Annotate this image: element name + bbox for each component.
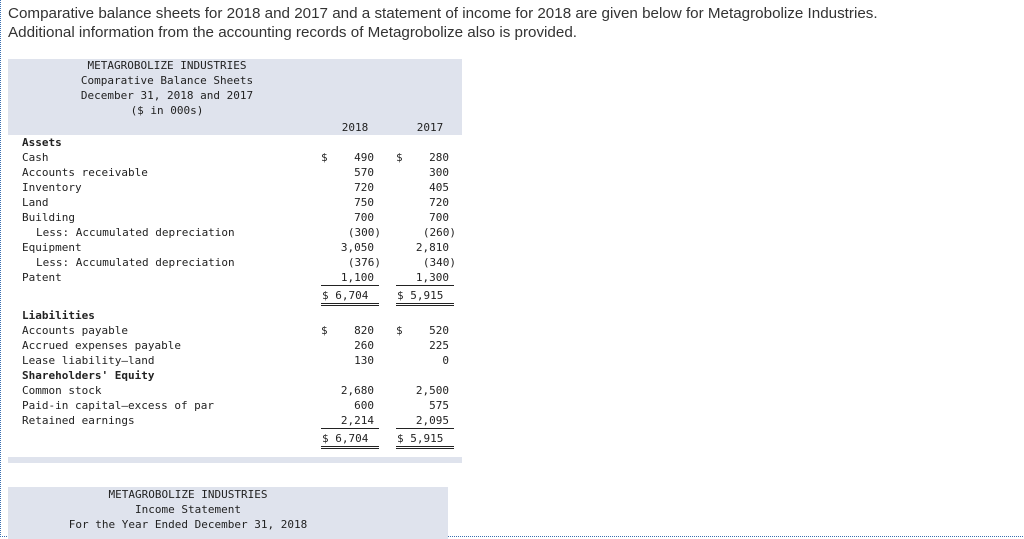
table-row: Paid-in capital–excess of par 600 575 (22, 399, 449, 412)
table-row: Patent 1,100 1,300 (22, 271, 449, 284)
intro-line-1: Comparative balance sheets for 2018 and 2017 and a statement of income for 2018 are given below for Metagrobolize Industries. (8, 5, 878, 22)
is-company: METAGROBOLIZE INDUSTRIES (108, 488, 268, 501)
income-statement-header (8, 487, 448, 539)
assets-heading: Assets (22, 136, 62, 149)
table-row: Equipment 3,050 2,810 (22, 241, 449, 254)
table-row: Inventory 720 405 (22, 181, 449, 194)
table-row: Cash $ 490 $ 280 (22, 151, 449, 164)
bs-date: December 31, 2018 and 2017 (80, 89, 254, 102)
table-row: Retained earnings 2,214 2,095 (22, 414, 449, 427)
table-row: Accrued expenses payable 260 225 (22, 339, 449, 352)
dollar-sign: $ (321, 324, 328, 337)
dollar-sign: $ (396, 151, 403, 164)
equity-heading: Shareholders' Equity (22, 369, 155, 382)
total-assets-row: $ 6,704 $ 5,915 (322, 289, 444, 302)
table-row: Accounts payable $ 820 $ 520 (22, 324, 449, 337)
total-liab-equity-row: $ 6,704 $ 5,915 (322, 432, 444, 445)
table-row: Less: Accumulated depreciation (300) (260) (36, 226, 456, 239)
subtotal-rule (321, 285, 379, 286)
equity-heading-row (8, 368, 462, 383)
is-period: For the Year Ended December 31, 2018 (68, 518, 308, 531)
table-row: Building 700 700 (22, 211, 449, 224)
liabilities-heading-row (8, 308, 462, 323)
col-header-2017: 2017 (416, 121, 444, 134)
table-row: Land 750 720 (22, 196, 449, 209)
assets-heading-row (8, 135, 462, 150)
table-row: Common stock 2,680 2,500 (22, 384, 449, 397)
total-double-rule (321, 446, 379, 449)
balance-sheet-table (8, 59, 462, 463)
subtotal-rule (321, 428, 379, 429)
total-double-rule (396, 303, 454, 306)
liabilities-heading: Liabilities (22, 309, 95, 322)
is-title: Income Statement (135, 503, 241, 516)
dollar-sign: $ (321, 151, 328, 164)
col-header-2018: 2018 (341, 121, 369, 134)
table-row: Accounts receivable 570 300 (22, 166, 449, 179)
bs-title: Comparative Balance Sheets (80, 74, 254, 87)
total-double-rule (321, 303, 379, 306)
total-double-rule (396, 446, 454, 449)
bs-company: METAGROBOLIZE INDUSTRIES (87, 59, 247, 72)
table-row: Lease liability–land 130 0 (22, 354, 449, 367)
dollar-sign: $ (396, 324, 403, 337)
subtotal-rule (396, 428, 454, 429)
table-row: Less: Accumulated depreciation (376) (340) (36, 256, 456, 269)
intro-text (8, 4, 1008, 42)
bs-units: ($ in 000s) (130, 104, 204, 117)
subtotal-rule (396, 285, 454, 286)
intro-line-2: Additional information from the accounting records of Metagrobolize also is provided. (8, 24, 577, 41)
